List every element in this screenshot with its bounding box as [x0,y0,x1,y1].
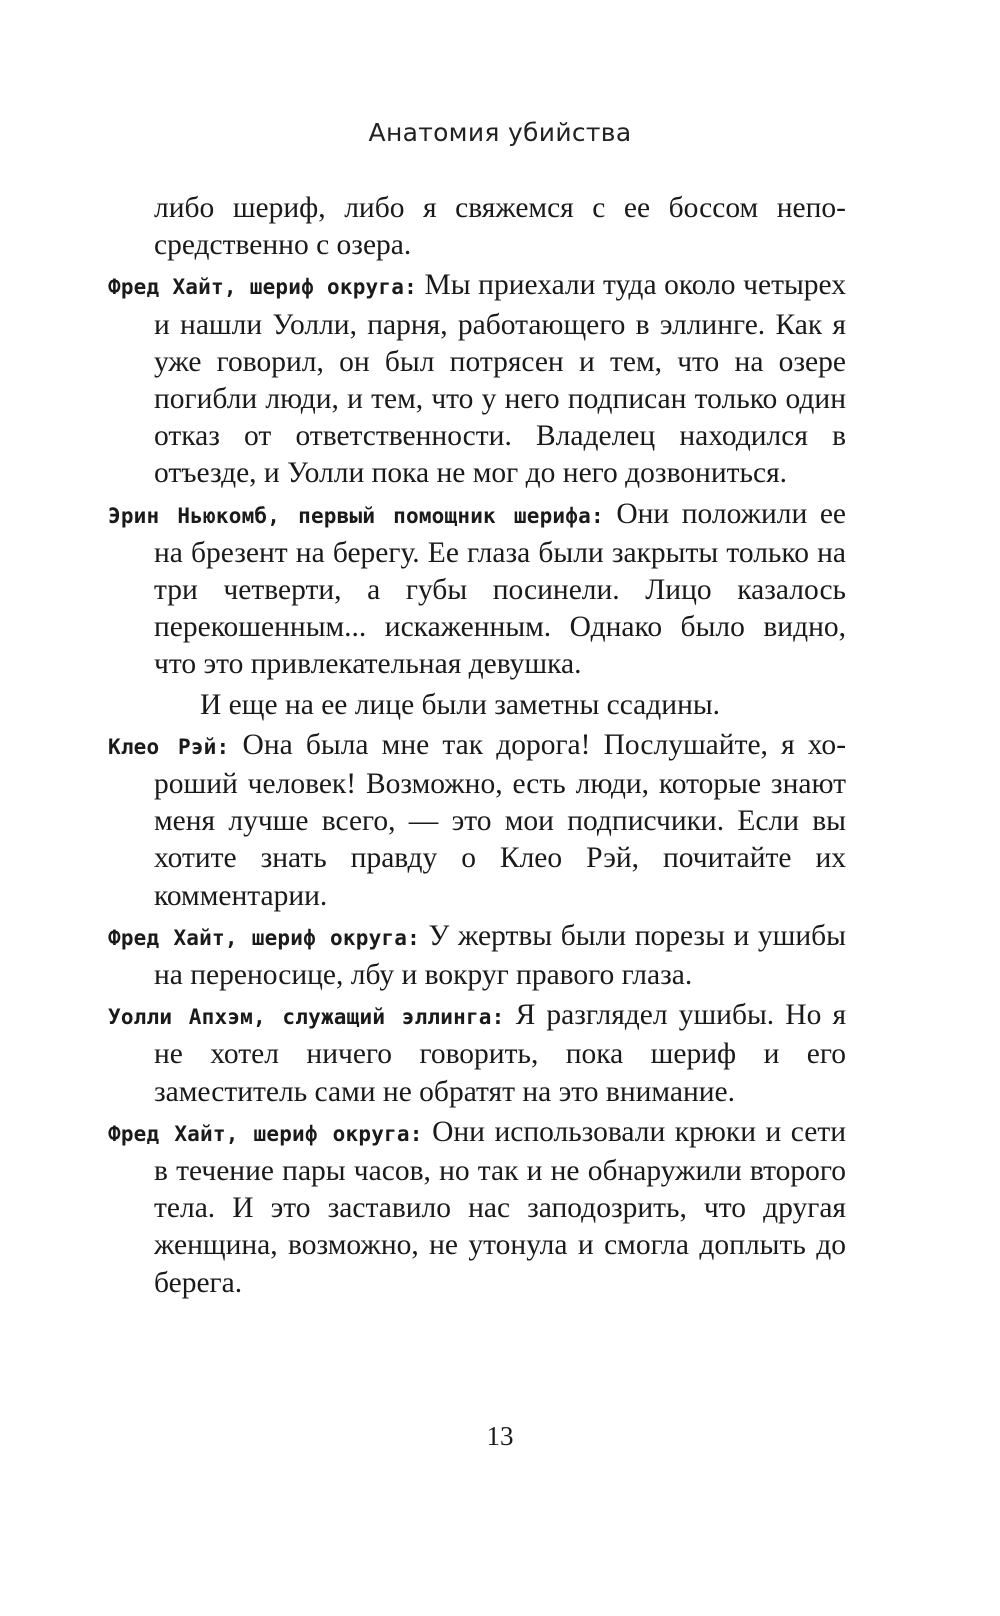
dialogue-paragraph [108,496,846,684]
dialogue-paragraph [108,997,846,1111]
indented-paragraph [108,687,846,724]
dialogue-paragraph [108,267,846,492]
dialogue-paragraph [108,727,846,915]
speaker-label: Уолли Апхэм, служащий эллинга: [108,1005,505,1030]
speaker-label: Эрин Ньюкомб, первый помощник шерифа: [108,503,604,528]
paragraph-text: Я разглядел ушибы. Но я не хотел ничего говорить, пока шериф и его заместитель сами не обратят на это внимание. [154,999,847,1108]
dialogue-paragraph [108,1114,846,1302]
body-text [108,190,846,1305]
speaker-label: Клео Рэй: [108,734,230,759]
speaker-label: Фред Хайт, шериф округа: [108,925,420,950]
paragraph-text: У жертвы были порезы и ушибы на переносице, лбу и вокруг правого глаза. [154,919,846,992]
paragraph-continuation [108,190,846,264]
page-number: 13 [486,1421,514,1451]
paragraph-text: И еще на ее лице были заметны ссадины. [200,688,721,721]
paragraph-text: Они положили ее на брезент на берегу. Ее глаза были закрыты только на три четверти, а губы посинели. Лицо казалось перекошенным... искаженным. Однако было видно, что это привлекательная девушка. [154,497,847,681]
paragraph-text: Они использовали крюки и сети в течение пары часов, но так и не обнаружили второго тела. И это заставило нас заподозрить, что другая женщина, возможно, не утонула и смогла доплыть до берега. [154,1115,847,1299]
running-header: Анатомия убийства [368,118,632,147]
dialogue-paragraph [108,918,846,994]
paragraph-text: либо шериф, либо я свяжемся с ее боссом непосредственно с озера. [154,192,846,262]
paragraph-text: Мы приехали туда около четырех и нашли Уолли, парня, работающего в эллинге. Как я уже говорил, он был потрясен и тем, что на озере погибли люди, и тем, что у него подписан только один отказ от ответственности. Владелец находился в отъезде, и Уолли пока не мог до него дозвониться. [154,269,847,490]
speaker-label: Фред Хайт, шериф округа: [108,275,417,300]
paragraph-text: Она была мне так дорога! Послушайте, я хороший человек! Возможно, есть люди, которые знают меня лучше всего, — это мои подписчики. Если вы хотите знать правду о Клео Рэй, почитайте их комментарии. [154,728,847,912]
speaker-label: Фред Хайт, шериф округа: [108,1121,423,1146]
